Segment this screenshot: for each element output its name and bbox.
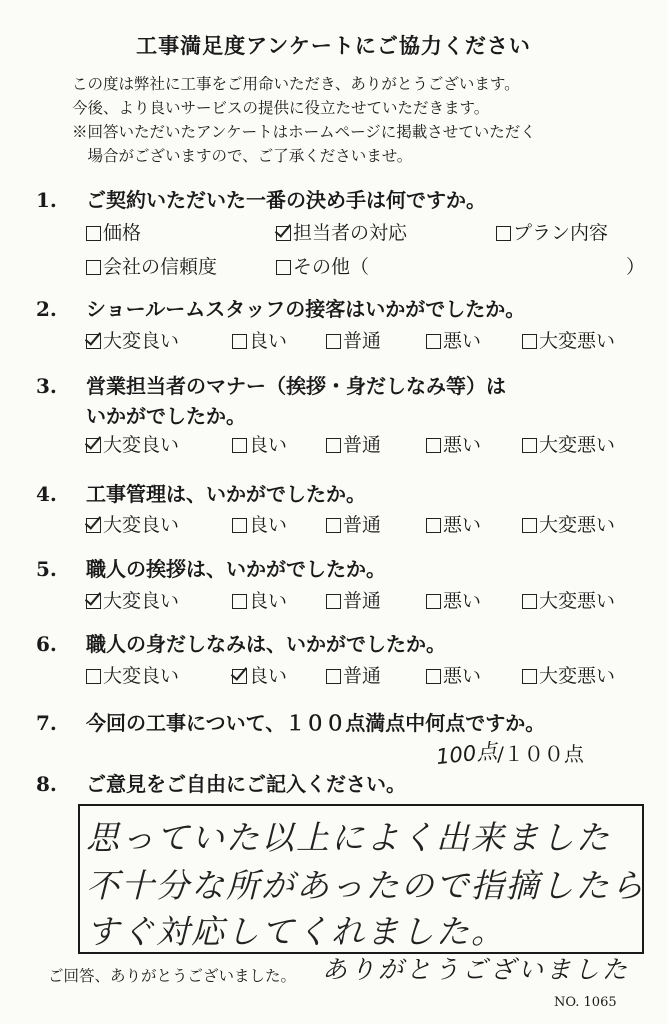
question-text: ショールームスタッフの接客はいかがでしたか。: [86, 297, 526, 321]
question-text: 営業担当者のマナー（挨拶・身だしなみ等）は: [86, 374, 506, 398]
q6-rating-option-very-good[interactable]: [86, 661, 179, 688]
intro-line: 今後、より良いサービスの提供に役立たせていただきます。: [72, 99, 490, 117]
comment-line: すぐ対応してくれました。: [86, 912, 506, 951]
checkbox[interactable]: [86, 260, 101, 275]
option-label: 悪い: [443, 665, 482, 687]
q3-rating-option-very-good[interactable]: [86, 430, 179, 457]
q7-score-suffix: /１００点: [497, 742, 584, 766]
option-label: 大変悪い: [539, 590, 616, 612]
q1-option-plan[interactable]: プラン内容: [496, 218, 608, 245]
checkbox[interactable]: [426, 518, 441, 533]
q3-rating-option-bad[interactable]: [426, 430, 481, 457]
option-label: 普通: [343, 514, 382, 536]
question-7: 7. 今回の工事について、１００点満点中何点ですか。: [36, 711, 546, 735]
question-5: 5. 職人の挨拶は、いかがでしたか。: [36, 557, 386, 581]
comment-line: 思っていた以上によく出来ました: [86, 818, 611, 857]
q4-rating-option-bad[interactable]: [426, 510, 481, 537]
q1-other-close-paren: ）: [626, 256, 646, 278]
option-label: 普通: [343, 665, 382, 687]
option-label: 悪い: [443, 514, 482, 536]
option-label: 大変良い: [103, 330, 180, 352]
option-label: 普通: [343, 590, 382, 612]
option-label: 悪い: [443, 330, 482, 352]
option-label: 良い: [249, 434, 288, 456]
checkbox-checked[interactable]: [232, 669, 247, 684]
q3-rating-option-very-bad[interactable]: [522, 430, 615, 457]
checkbox[interactable]: [522, 669, 537, 684]
q1-option-staff[interactable]: 担当者の対応: [276, 218, 407, 245]
checkbox[interactable]: [326, 669, 341, 684]
question-text: 職人の身だしなみは、いかがでしたか。: [86, 632, 446, 656]
q4-rating-option-average[interactable]: [326, 510, 381, 537]
question-text: ご契約いただいた一番の決め手は何ですか。: [86, 188, 486, 212]
checkbox-checked[interactable]: [86, 518, 101, 533]
option-label: 大変悪い: [539, 514, 616, 536]
question-text: 職人の挨拶は、いかがでしたか。: [86, 557, 386, 581]
checkbox[interactable]: [232, 438, 247, 453]
checkbox[interactable]: [86, 669, 101, 684]
option-label: 普通: [343, 330, 382, 352]
q5-rating-option-bad[interactable]: [426, 586, 481, 613]
q6-rating-option-average[interactable]: [326, 661, 381, 688]
option-label: 大変良い: [103, 434, 180, 456]
checkbox[interactable]: [426, 438, 441, 453]
footer-handwritten-thanks: ありがとうございました: [322, 955, 631, 984]
checkbox[interactable]: [522, 518, 537, 533]
checkbox[interactable]: [276, 260, 291, 275]
option-label: 大変良い: [103, 590, 180, 612]
option-label: 普通: [343, 434, 382, 456]
checkbox-checked[interactable]: [86, 438, 101, 453]
question-text: 工事管理は、いかがでしたか。: [86, 482, 366, 506]
option-label: 良い: [249, 514, 288, 536]
question-6: 6. 職人の身だしなみは、いかがでしたか。: [36, 632, 446, 656]
option-label: 大変悪い: [539, 330, 616, 352]
q2-rating-option-bad[interactable]: [426, 326, 481, 353]
checkbox[interactable]: [86, 226, 101, 241]
checkbox[interactable]: [232, 594, 247, 609]
checkbox[interactable]: [326, 594, 341, 609]
q5-rating-option-good[interactable]: [232, 586, 287, 613]
option-label: 大変悪い: [539, 434, 616, 456]
checkbox[interactable]: [426, 334, 441, 349]
q5-rating-option-average[interactable]: [326, 586, 381, 613]
q3-rating-option-average[interactable]: [326, 430, 381, 457]
question-text: ご意見をご自由にご記入ください。: [86, 772, 406, 796]
q2-rating-option-very-bad[interactable]: [522, 326, 615, 353]
option-label: 大変良い: [103, 514, 180, 536]
form-title: 工事満足度アンケートにご協力ください: [136, 33, 531, 58]
q1-option-other[interactable]: その他（: [276, 252, 369, 279]
footer-thanks: ご回答、ありがとうございました。: [48, 967, 297, 985]
checkbox[interactable]: [326, 334, 341, 349]
q5-rating-option-very-bad[interactable]: [522, 586, 615, 613]
option-label: 大変悪い: [539, 665, 616, 687]
intro-line: この度は弊社に工事をご用命いただき、ありがとうございます。: [72, 75, 520, 93]
checkbox[interactable]: [522, 438, 537, 453]
checkbox[interactable]: [232, 518, 247, 533]
q7-score: [436, 738, 584, 768]
question-3-cont: いかがでしたか。: [86, 404, 246, 428]
option-label: 大変良い: [103, 665, 180, 687]
q3-rating-option-good[interactable]: [232, 430, 287, 457]
option-label: 悪い: [443, 434, 482, 456]
option-label: 良い: [249, 665, 288, 687]
checkbox[interactable]: [326, 438, 341, 453]
checkbox[interactable]: [326, 518, 341, 533]
q2-rating-option-very-good[interactable]: [86, 326, 179, 353]
q7-score-handwritten[interactable]: 100点: [435, 738, 499, 770]
q4-rating-option-very-bad[interactable]: [522, 510, 615, 537]
option-label: 良い: [249, 590, 288, 612]
q6-rating-option-good[interactable]: [232, 661, 287, 688]
q6-rating-option-bad[interactable]: [426, 661, 481, 688]
option-label: 悪い: [443, 590, 482, 612]
comment-line: 不十分な所があったので指摘したら: [86, 866, 646, 905]
checkbox-checked[interactable]: [86, 334, 101, 349]
option-label: 良い: [249, 330, 288, 352]
checkbox-checked[interactable]: [86, 594, 101, 609]
q4-rating-option-very-good[interactable]: [86, 510, 179, 537]
question-1: [36, 184, 486, 213]
checkbox[interactable]: [426, 594, 441, 609]
checkbox[interactable]: [426, 669, 441, 684]
intro-text: [72, 72, 536, 168]
checkbox[interactable]: [496, 226, 511, 241]
question-2: 2. ショールームスタッフの接客はいかがでしたか。: [36, 297, 526, 321]
checkbox-checked[interactable]: [276, 226, 291, 241]
q4-rating-option-good[interactable]: [232, 510, 287, 537]
q2-rating-option-average[interactable]: [326, 326, 381, 353]
intro-line: ※回答いただいたアンケートはホームページに掲載させていただく: [72, 123, 536, 141]
question-3: 3. 営業担当者のマナー（挨拶・身だしなみ等）は: [36, 374, 506, 398]
question-4: 4. 工事管理は、いかがでしたか。: [36, 482, 366, 506]
checkbox[interactable]: [232, 334, 247, 349]
question-8: 8. ご意見をご自由にご記入ください。: [36, 772, 406, 796]
q1-option-price[interactable]: 価格: [86, 218, 141, 245]
q5-rating-option-very-good[interactable]: [86, 586, 179, 613]
serial-number: NO. 1065: [554, 995, 617, 1010]
checkbox[interactable]: [522, 334, 537, 349]
checkbox[interactable]: [522, 594, 537, 609]
q2-rating-option-good[interactable]: [232, 326, 287, 353]
q6-rating-option-very-bad[interactable]: [522, 661, 615, 688]
question-text: 今回の工事について、１００点満点中何点ですか。: [86, 711, 546, 735]
q1-option-trust[interactable]: 会社の信頼度: [86, 252, 217, 279]
intro-line: 場合がございますので、ご了承くださいませ。: [72, 147, 413, 165]
question-number: 1.: [36, 188, 57, 212]
